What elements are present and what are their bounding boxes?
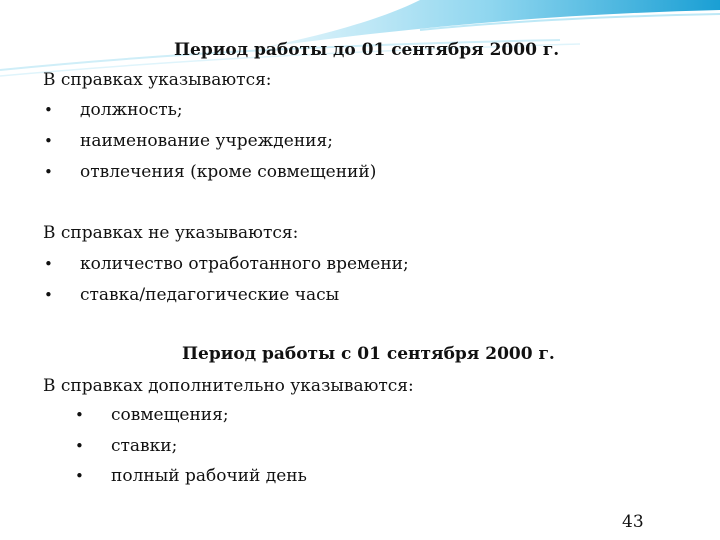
bullet-icon: • — [44, 101, 53, 119]
bullet-icon: • — [44, 132, 53, 150]
section3-intro: В справках дополнительно указываются: — [43, 376, 414, 396]
list-item: ставка/педагогические часы — [80, 285, 340, 305]
list-item: полный рабочий день — [111, 466, 307, 486]
section1-intro: В справках указываются: — [43, 70, 272, 90]
bullet-icon: • — [75, 467, 84, 485]
list-item: совмещения; — [111, 405, 229, 425]
list-item: должность; — [80, 100, 183, 120]
bullet-icon: • — [44, 255, 53, 273]
slide-number: 43 — [622, 512, 644, 532]
section2-intro: В справках не указываются: — [43, 223, 299, 243]
bullet-icon: • — [75, 406, 84, 424]
bullet-icon: • — [75, 437, 84, 455]
list-item: ставки; — [111, 436, 178, 456]
heading-period-before: Период работы до 01 сентября 2000 г. — [174, 40, 560, 60]
list-item: количество отработанного времени; — [80, 254, 409, 274]
bullet-icon: • — [44, 163, 53, 181]
heading-period-after: Период работы с 01 сентября 2000 г. — [182, 344, 555, 364]
bullet-icon: • — [44, 286, 53, 304]
list-item: наименование учреждения; — [80, 131, 333, 151]
list-item: отвлечения (кроме совмещений) — [80, 162, 377, 182]
